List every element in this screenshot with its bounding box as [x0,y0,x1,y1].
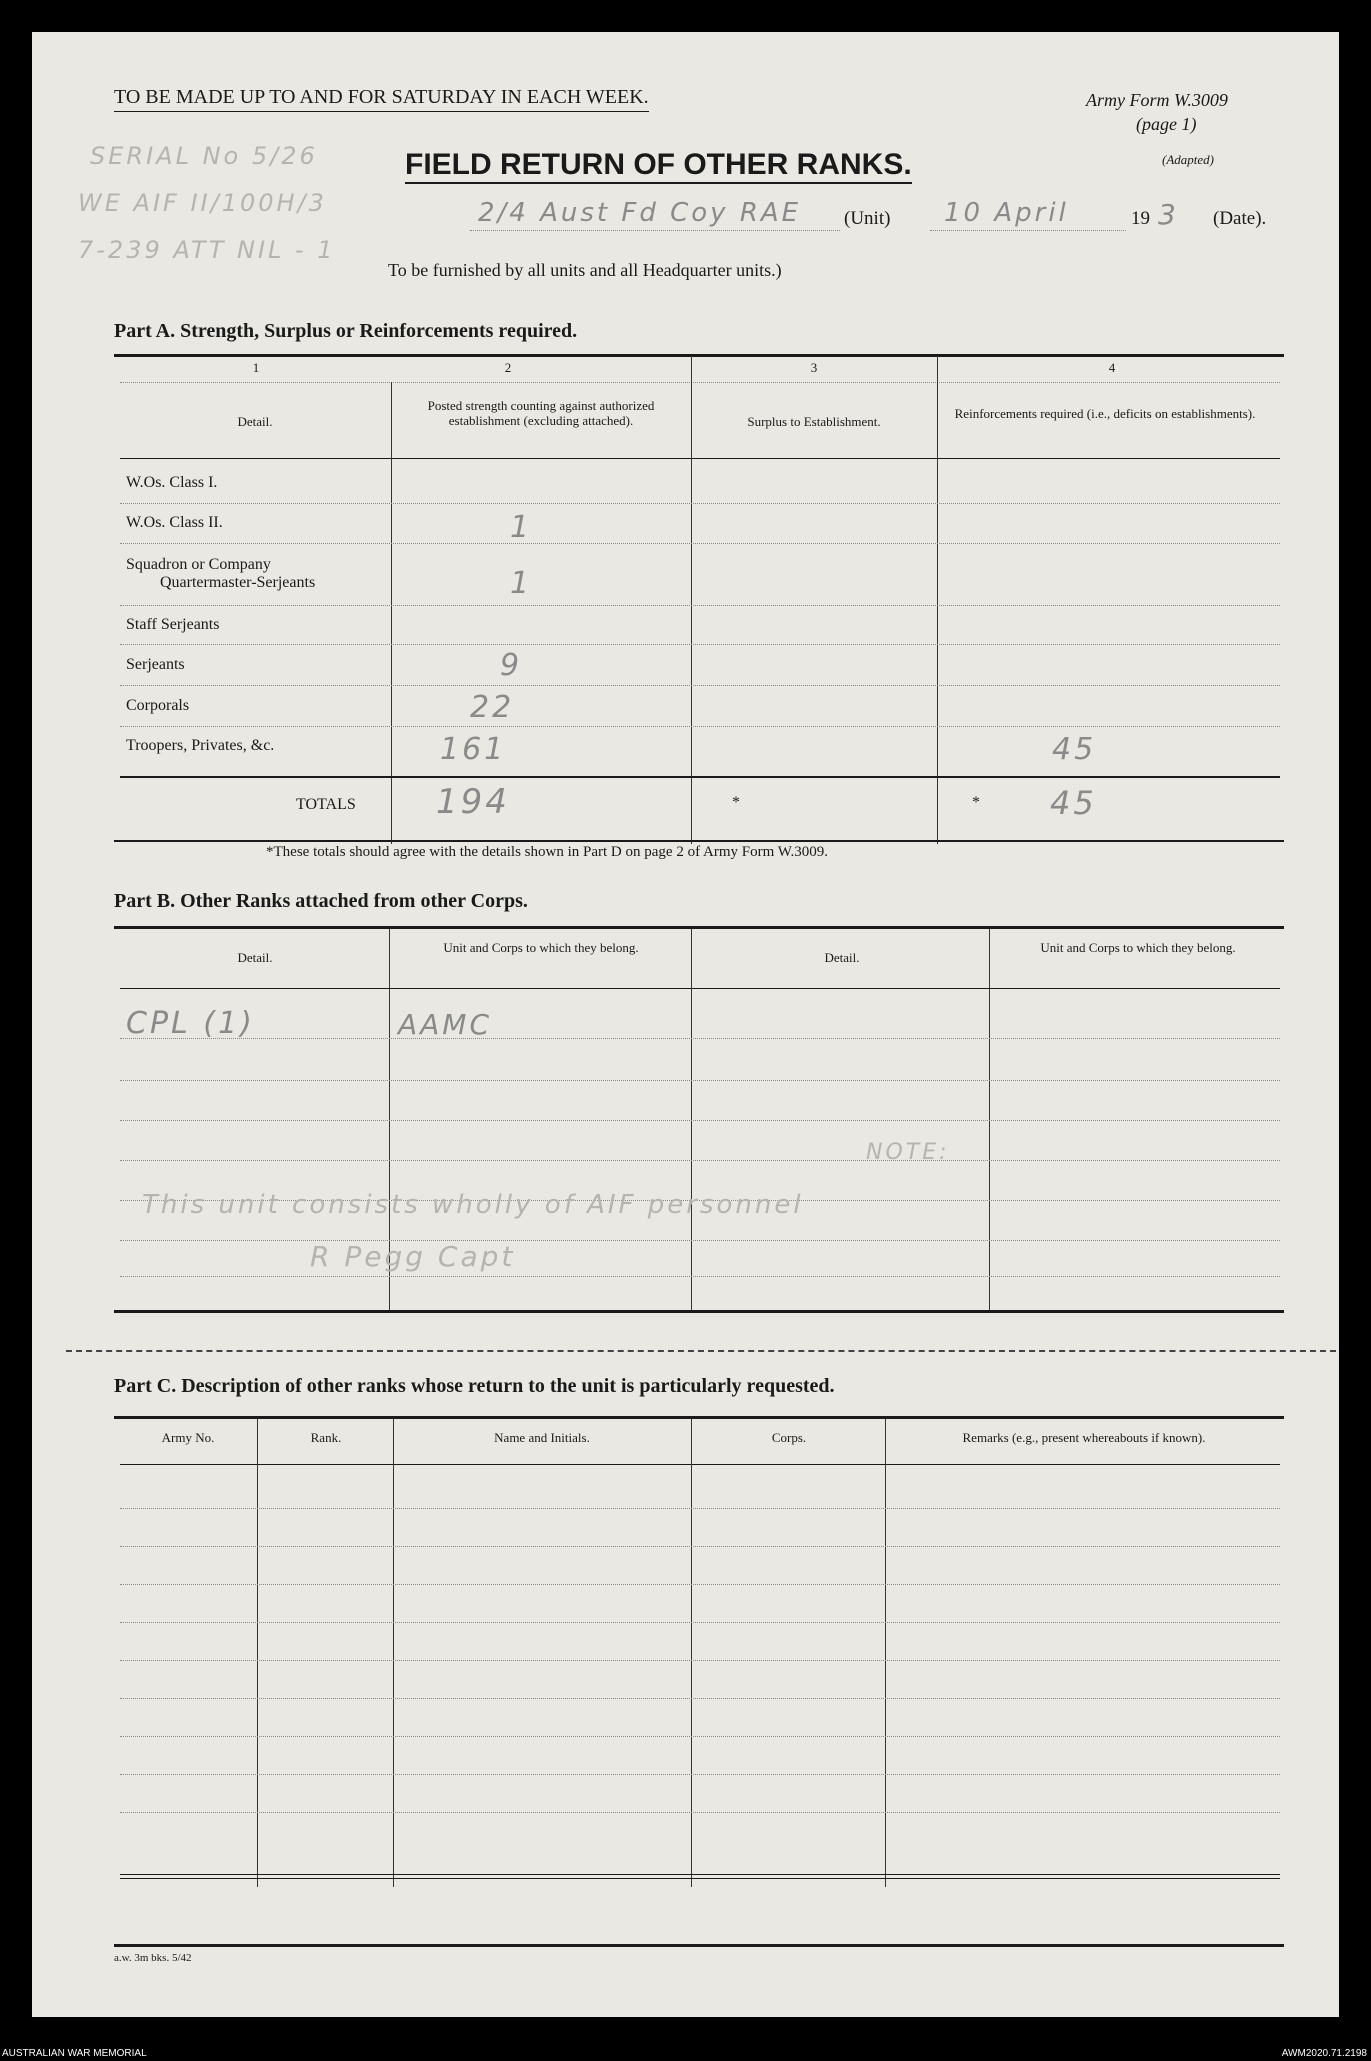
part-c-rule-4 [120,1622,1280,1623]
row-rule-5 [120,685,1280,686]
part-c-double-rule-b [120,1878,1280,1879]
part-b-header-corps-2: Unit and Corps to which they belong. [1040,940,1236,955]
part-c-rule-1 [120,1508,1280,1509]
part-b-faint-note-2: This unit consists wholly of AIF personnel [142,1190,804,1220]
row-detail-sjt: Serjeants [126,656,185,673]
part-b-col-divider-3 [989,929,990,1313]
row-posted-pte: 161 [440,732,507,767]
row-posted-cqms: 1 [510,566,533,601]
adapted-note: (Adapted) [1162,152,1214,167]
col-number-2: 2 [504,360,512,375]
row-posted-cpl: 22 [470,690,515,725]
row-reinf-pte: 45 [1052,732,1097,767]
part-a-header-detail: Detail. [237,414,273,429]
part-b-rule-1 [120,1038,1280,1039]
part-c-rule-5 [120,1660,1280,1661]
part-c-header-rule [120,1464,1280,1465]
row-posted-wo2: 1 [510,510,533,545]
part-c-rule-8 [120,1774,1280,1775]
part-c-header-name: Name and Initials. [494,1430,590,1445]
part-c-rule-2 [120,1546,1280,1547]
part-a-header-posted: Posted strength counting against authorized establishment (excluding attached). [427,398,655,428]
part-a-header-rule [120,458,1280,459]
date-label: (Date). [1213,208,1267,229]
date-dotted-line [930,230,1126,231]
furnish-note: To be furnished by all units and all Headquarter units.) [388,260,782,280]
row-detail-wo2: W.Os. Class II. [126,514,223,531]
perforation-line [66,1350,1336,1352]
page-number: (page 1) [1136,114,1197,134]
year-value: 3 [1158,198,1179,231]
part-b-faint-note-1: NOTE: [866,1140,950,1165]
footer-left: AUSTRALIAN WAR MEMORIAL [2,2048,147,2059]
part-c-top-rule [114,1416,1284,1419]
row-rule-2 [120,543,1280,544]
part-a-footnote: *These totals should agree with the details shown in Part D on page 2 of Army Form W.3009. [266,844,829,860]
unit-value: 2/4 Aust Fd Coy RAE [478,198,802,228]
part-b-col-divider-2 [691,929,692,1313]
part-c-rule-3 [120,1584,1280,1585]
part-a-bottom-rule [114,840,1284,842]
part-c-col-divider-3 [691,1419,692,1887]
unit-dotted-line [470,230,840,231]
part-b-rule-3 [120,1120,1280,1121]
row-detail-staff-sjt: Staff Serjeants [126,616,220,633]
part-c-bottom-rule [114,1944,1284,1947]
row-detail-cqms-2: Quartermaster-Serjeants [160,574,316,591]
part-b-rule-2 [120,1080,1280,1081]
part-c-rule-7 [120,1736,1280,1737]
part-a-col-divider-1 [391,382,392,844]
part-b-header-detail-2: Detail. [824,950,860,965]
part-b-faint-note-3: R Pegg Capt [310,1240,516,1273]
margin-note-2: WE AIF II/100H/3 [78,189,327,217]
part-b-bottom-rule [114,1310,1284,1313]
part-b-top-rule [114,926,1284,929]
row-rule-3 [120,605,1280,606]
part-b-header-detail-1: Detail. [237,950,273,965]
col-number-1: 1 [252,360,260,375]
part-c-col-divider-4 [885,1419,886,1887]
row-rule-4 [120,644,1280,645]
part-b-header-corps-1: Unit and Corps to which they belong. [443,940,639,955]
archive-footer [0,2047,1371,2061]
part-c-header-rank: Rank. [310,1430,342,1445]
top-note: TO BE MADE UP TO AND FOR SATURDAY IN EACH WEEK. [114,86,649,112]
col-number-rule [120,382,1280,383]
part-b-rule-7 [120,1276,1280,1277]
margin-note-3: 7-239 ATT NIL - 1 [78,236,336,264]
totals-top-rule [120,776,1280,778]
row-rule-6 [120,726,1280,727]
totals-posted: 194 [436,782,510,822]
row-detail-cpl: Corporals [126,697,190,714]
part-b-rule-4 [120,1160,1280,1161]
totals-label: TOTALS [296,796,356,813]
row-detail-wo1: W.Os. Class I. [126,474,218,491]
totals-reinf-star: * [972,794,980,811]
part-a-header-surplus: Surplus to Establishment. [747,414,881,429]
part-a-col-divider-2 [691,356,692,844]
part-b-header-rule [120,988,1280,989]
row-detail-pte: Troopers, Privates, &c. [126,737,275,754]
row-rule-1 [120,503,1280,504]
col-number-3: 3 [810,360,818,375]
part-c-col-divider-2 [393,1419,394,1887]
year-prefix: 19 [1131,208,1150,229]
part-c-header-army-no: Army No. [161,1430,215,1445]
part-c-double-rule-a [120,1874,1280,1875]
part-b-heading: Part B. Other Ranks attached from other Corps. [114,890,528,912]
part-c-header-remarks: Remarks (e.g., present whereabouts if known). [962,1430,1206,1445]
printer-mark: a.w. 3m bks. 5/42 [114,1952,192,1964]
col-number-4: 4 [1108,360,1116,375]
row-detail-cqms: Squadron or Company [126,556,271,573]
part-b-entry-corps: AAMC [398,1008,493,1041]
part-b-entry-detail: CPL (1) [126,1006,255,1041]
part-c-rule-9 [120,1812,1280,1813]
part-c-header-corps: Corps. [771,1430,807,1445]
totals-reinf: 45 [1050,784,1097,822]
part-a-top-rule [114,354,1284,357]
part-a-col-divider-3 [937,356,938,844]
date-value: 10 April [944,198,1069,228]
unit-label: (Unit) [844,208,891,229]
part-a-header-reinf: Reinforcements required (i.e., deficits on establishments). [954,406,1256,421]
part-b-rule-6 [120,1240,1280,1241]
row-posted-sjt: 9 [500,648,523,683]
part-c-col-divider-1 [257,1419,258,1887]
part-a-heading: Part A. Strength, Surplus or Reinforcements required. [114,320,578,342]
part-c-heading: Part C. Description of other ranks whose return to the unit is particularly requested. [114,1375,835,1397]
part-c-rule-6 [120,1698,1280,1699]
footer-right: AWM2020.71.2198 [1281,2048,1367,2059]
form-id: Army Form W.3009 [1086,90,1228,110]
page-title: FIELD RETURN OF OTHER RANKS. [405,148,912,184]
margin-note-1: SERIAL No 5/26 [90,142,318,170]
totals-surplus-star: * [732,794,740,811]
